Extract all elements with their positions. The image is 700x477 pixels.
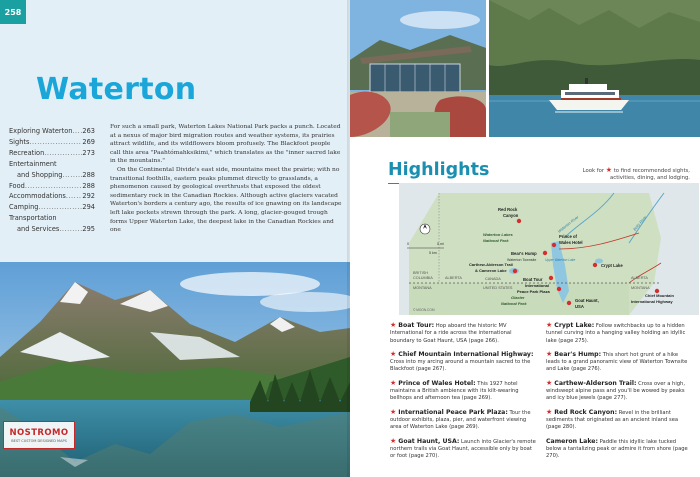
toc-leader (44, 148, 82, 159)
toc-page: 263 (82, 127, 95, 135)
toc-page: 273 (82, 148, 95, 157)
toc-row (9, 126, 95, 137)
highlight-name: Boat Tour: (398, 322, 435, 329)
highlight-desc: Cross over a high, windswept alpine pass and you'll be wowed by peaks and icy blue jewels (page 277). (546, 380, 685, 402)
label-glacier: National Park (501, 301, 527, 306)
star-icon: ★ (546, 349, 553, 358)
star-icon: ★ (390, 407, 397, 416)
label-montana: MONTANA (413, 286, 432, 290)
intro-paragraph: For such a small park, Waterton Lakes National Park packs a punch. Located at a nexus of major bird migration routes and weather systems, its prairies attract wildlife, and its wildflowers bloom profusely. The Blackfoot people call this area "Paahtómahksikimi," which translates as the "inner sacred lake in the mountains." (110, 124, 341, 165)
label-waterton-river: Waterton River (557, 215, 580, 234)
star-icon: ★ (390, 378, 397, 387)
svg-text:International Highway: International Highway (631, 299, 673, 304)
toc-leader (66, 191, 83, 202)
label-upper-lake: Upper Waterton Lake (545, 258, 576, 262)
label-alberta: ALBERTA (445, 276, 462, 280)
highlight-item (390, 322, 537, 345)
highlights-list-right (546, 322, 693, 466)
toc-page: 269 (82, 137, 95, 146)
highlight-desc: This 1927 hotel maintains a British ambience with its kilt-wearing bellhops and afternoon tea (page 269). (390, 380, 519, 402)
toc-leader (38, 202, 82, 213)
toc-row (9, 159, 95, 170)
toc-label: Food (9, 181, 25, 190)
scale-miles: 5 mi (437, 242, 444, 246)
highlight-desc: Paddle this idyllic lake tucked below a tantalizing peak or admire it from shore (page 270). (546, 438, 688, 460)
toc-row (9, 224, 95, 235)
label-alberta-east: ALBERTA (631, 276, 648, 280)
highlight-item (546, 351, 693, 374)
toc-page: 288 (82, 170, 95, 179)
highlight-desc: Cross into my arcing around a mountain sacred to the Blackfoot (page 267). (390, 359, 531, 373)
scale-km: 5 km (429, 251, 437, 255)
highlights-note-after: to find recommended sights, activities, dining, and lodging. (610, 168, 690, 182)
highlight-item (390, 409, 537, 432)
highlight-item (390, 380, 537, 403)
highlight-name: Bear's Hump: (554, 350, 602, 358)
svg-text:Canyon: Canyon (503, 213, 519, 218)
highlight-name: Red Rock Canyon: (554, 408, 618, 416)
highlight-item (546, 438, 693, 461)
svg-text:Crypt Lake: Crypt Lake (601, 263, 623, 268)
toc-leader (59, 224, 82, 235)
svg-text:International: International (525, 283, 550, 288)
highlight-name: International Peace Park Plaza: (398, 408, 508, 416)
label-montana-east: MONTANA (631, 286, 650, 290)
highlight-name: Cameron Lake: (546, 437, 598, 445)
star-icon: ★ (546, 321, 553, 329)
svg-text:Red Rock: Red Rock (498, 207, 518, 212)
toc-leader (62, 170, 82, 181)
toc-page: 288 (82, 181, 95, 190)
toc-page: 292 (82, 192, 95, 201)
highlights-title: Highlights (388, 160, 490, 180)
label-bc: BRITISH (413, 271, 428, 275)
highlight-item (546, 409, 693, 432)
toc-page: 294 (82, 203, 95, 212)
highlight-name: Carthew-Alderson Trail: (554, 379, 637, 387)
star-icon: ★ (390, 436, 397, 445)
highlights-map (399, 183, 699, 315)
chapter-title: Waterton (36, 72, 197, 107)
toc-leader (72, 126, 82, 137)
toc-row (9, 202, 95, 213)
highlight-name: Crypt Lake: (554, 322, 595, 329)
label-bc: COLUMBIA (413, 276, 433, 280)
highlight-desc: Revel in the brilliant sediments that originated as an ancient inland sea (page 280). (546, 409, 679, 431)
star-icon: ★ (390, 349, 397, 358)
svg-text:Waterton Townsite: Waterton Townsite (507, 258, 537, 262)
label-canada: CANADA (485, 277, 501, 281)
highlight-item (390, 438, 537, 461)
visitor-center-photo (350, 0, 486, 137)
highlights-note-before: Look for (582, 168, 605, 174)
svg-text:USA: USA (575, 304, 584, 309)
intro-text (110, 123, 342, 235)
highlight-desc: Launch into Glacier's remote northern trails via Goat Haunt, accessible only by boat or foot (page 270). (390, 438, 536, 460)
toc-label: and Shopping (17, 170, 63, 179)
toc-row (9, 191, 95, 202)
svg-text:& Cameron Lake: & Cameron Lake (475, 268, 507, 273)
label-park: Waterton Lakes (483, 232, 513, 237)
nostromo-logo (3, 421, 75, 449)
label-park: National Park (483, 238, 509, 243)
svg-text:Chief Mountain: Chief Mountain (645, 293, 674, 298)
logo-subtext: BEST CUSTOM DESIGNED MAPS (11, 438, 67, 443)
toc-row (9, 181, 95, 192)
toc-row (9, 170, 95, 181)
toc-label: Transportation (9, 214, 57, 223)
highlights-note (572, 167, 690, 182)
highlight-name: Prince of Wales Hotel: (398, 379, 476, 387)
svg-text:Carthew-Alderson Trail: Carthew-Alderson Trail (469, 262, 513, 267)
svg-text:Peace Park Plaza: Peace Park Plaza (517, 289, 550, 294)
toc-row (9, 148, 95, 159)
toc-page: 295 (82, 225, 95, 234)
toc-label: Accommodations (9, 192, 66, 201)
svg-text:Prince of: Prince of (559, 234, 577, 239)
intro-paragraph: On the Continental Divide's east side, mountains meet the prairie; with no transitional foothills, eastern peaks plummet directly to grasslands, a phenomenon caused by geological overthrusts that exposed the oldest sedimentary rock in the Canadian Rockies. Although active glaciers vacated Waterton's borders a century ago, the results of ice gnawing on its landscape left lake pockets strewn through the park. A long, glacier-gouged trough forms Upper Waterton Lake, the deepest lake in the Canadian Rockies and one (110, 166, 342, 234)
highlights-list-left (390, 322, 537, 466)
toc-label: and Services (17, 225, 60, 234)
toc-label: Camping (9, 203, 39, 212)
toc-label: Entertainment (9, 159, 57, 168)
highlight-item (390, 351, 537, 374)
label-belly-river: Belly River (632, 215, 648, 232)
svg-text:Goat Haunt,: Goat Haunt, (575, 298, 599, 303)
boat-tour-photo (489, 0, 700, 137)
star-icon: ★ (605, 166, 613, 174)
highlight-desc: This short hot grunt of a hike leads to a grand panoramic view of Waterton Townsite and Lake (page 276). (546, 351, 688, 373)
highlight-desc: Hop aboard the historic MV International for a ride across the international boundary to Goat Haunt, USA (page 266). (390, 323, 512, 344)
map-copyright: © MOON.COM (413, 308, 435, 312)
svg-text:Bear's Hump: Bear's Hump (511, 251, 537, 256)
toc-label: Exploring Waterton (9, 127, 73, 135)
right-page (350, 0, 700, 477)
toc-leader (29, 137, 82, 148)
toc-label: Recreation (9, 148, 45, 157)
highlight-item (546, 322, 693, 345)
highlight-item (546, 380, 693, 403)
toc-row (9, 213, 95, 224)
star-icon: ★ (546, 378, 553, 387)
svg-text:Boat Tour: Boat Tour (523, 277, 543, 282)
highlight-name: Goat Haunt, USA: (398, 437, 460, 445)
label-glacier: Glacier (511, 295, 525, 300)
highlight-desc: Tour the outdoor exhibits, plaza, pier, and waterfront viewing area of Waterton Lake (page 269). (390, 409, 531, 431)
label-usa: UNITED STATES (483, 286, 513, 290)
logo-text: NOSTROMO (9, 427, 69, 438)
star-icon: ★ (546, 407, 553, 416)
star-icon: ★ (390, 321, 397, 329)
toc-leader (25, 181, 83, 192)
toc-row (9, 137, 95, 148)
svg-text:Wales Hotel: Wales Hotel (559, 240, 583, 245)
toc-label: Sights (9, 137, 30, 146)
highlight-name: Chief Mountain International Highway: (398, 350, 534, 358)
page-number: 258 (0, 0, 26, 24)
chapter-contents (9, 126, 95, 235)
highlight-desc: Follow switchbacks up to a hidden tunnel curving into a hanging valley holding an idyllic lake (page 275). (546, 323, 686, 344)
scale-zero: 0 (407, 242, 409, 246)
